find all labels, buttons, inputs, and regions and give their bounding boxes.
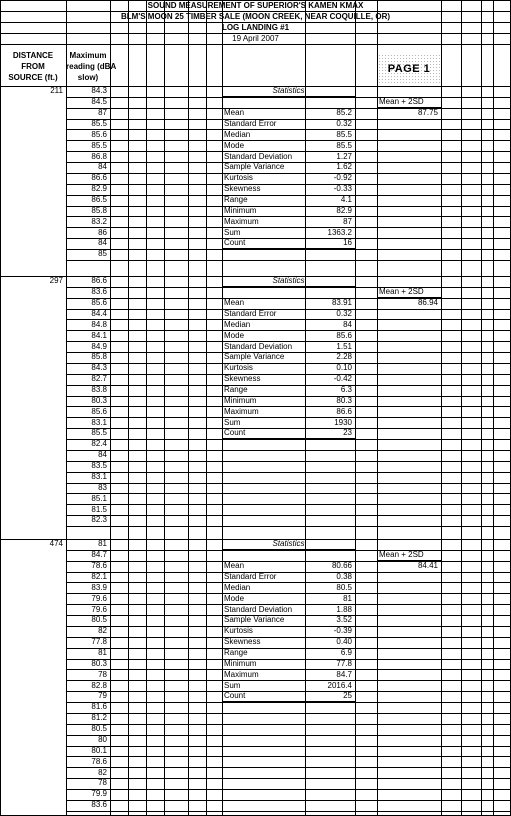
gridline-horizontal <box>110 472 511 473</box>
stat-label: Mean <box>224 298 245 308</box>
mean-2sd-label: Mean + 2SD <box>379 97 424 107</box>
stat-value: 6.9 <box>340 648 352 657</box>
page-label: PAGE 1 <box>378 54 440 84</box>
stat-value: 1.62 <box>336 162 352 172</box>
gridline-horizontal <box>66 260 110 261</box>
reading-value: 79.6 <box>91 604 107 614</box>
stat-value: 0.32 <box>336 118 352 128</box>
stat-label: Median <box>224 582 251 592</box>
reading-value: 83.1 <box>91 417 107 427</box>
gridline-horizontal <box>110 260 511 261</box>
gridline-vertical <box>188 0 189 816</box>
date-line: 19 April 2007 <box>232 34 279 43</box>
gridline-horizontal <box>110 724 511 725</box>
reading-value: 83 <box>98 482 107 492</box>
stat-label: Standard Deviation <box>224 341 293 351</box>
reading-value: 86.5 <box>91 195 107 204</box>
stat-label: Standard Deviation <box>224 151 293 161</box>
reading-value: 85.5 <box>91 118 107 128</box>
gridline-vertical <box>164 0 165 816</box>
stat-label: Sample Variance <box>224 352 285 362</box>
col-header-distance-3: SOURCE (ft.) <box>8 73 58 82</box>
gridline-vertical <box>377 0 378 816</box>
reading-value: 83.8 <box>91 385 107 394</box>
reading-value: 81 <box>98 539 107 549</box>
reading-value: 84.1 <box>91 330 107 340</box>
reading-value: 84.8 <box>91 319 107 329</box>
stat-value: 85.5 <box>336 140 352 150</box>
stat-value: 85.5 <box>336 129 352 139</box>
stat-label: Sum <box>224 680 241 690</box>
reading-value: 84.9 <box>91 341 107 351</box>
reading-value: 78.6 <box>91 561 107 571</box>
reading-value: 83.6 <box>91 287 107 297</box>
reading-value: 78 <box>98 778 107 788</box>
reading-value: 79.6 <box>91 593 107 603</box>
col-header-distance-2: FROM <box>21 62 45 71</box>
mean-2sd-value: 87.75 <box>417 108 438 118</box>
stat-value: 77.8 <box>336 658 352 668</box>
title-line-2: BLM'S MOON 25 TIMBER SALE (MOON CREEK, NEAR COQUILLE, OR) <box>120 12 391 21</box>
stat-label: Maximum <box>224 669 259 679</box>
reading-value: 86.6 <box>91 276 107 286</box>
reading-value: 83.9 <box>91 582 107 592</box>
stat-label: Count <box>224 691 246 701</box>
stat-value: -0.33 <box>333 184 352 194</box>
gridline-horizontal <box>110 515 511 516</box>
stat-value: 16 <box>343 238 352 248</box>
gridline-horizontal <box>0 11 511 12</box>
title-line-1: SOUND MEASUREMENT OF SUPERIOR'S KAMEN KMAX <box>147 1 364 10</box>
stat-label: Mode <box>224 330 245 340</box>
reading-value: 78.6 <box>91 756 107 766</box>
stat-value: 0.32 <box>336 308 352 318</box>
stats-title: Statistics <box>272 86 305 96</box>
stat-label: Standard Deviation <box>224 604 293 614</box>
gridline-horizontal <box>110 504 511 505</box>
stat-value: 1.88 <box>336 604 352 614</box>
stat-value: 1930 <box>334 417 352 427</box>
gridline-horizontal <box>110 789 511 790</box>
stat-value: 1.51 <box>336 341 352 351</box>
stat-value: -0.42 <box>333 374 352 384</box>
col-header-reading-3: slow) <box>77 73 99 82</box>
stat-value: 85.2 <box>336 108 352 118</box>
stat-label: Median <box>224 319 251 329</box>
stat-label: Minimum <box>224 395 257 405</box>
reading-value: 84.3 <box>91 86 107 96</box>
stat-label: Mean <box>224 108 245 118</box>
reading-value: 84.5 <box>91 97 107 107</box>
reading-value: 85.8 <box>91 352 107 362</box>
stat-label: Range <box>224 195 248 204</box>
reading-value: 85 <box>98 249 107 259</box>
col-header-reading-2: reading (dBA <box>66 62 117 71</box>
reading-value: 84.3 <box>91 363 107 373</box>
gridline-vertical <box>128 0 129 816</box>
distance-value: 211 <box>50 86 63 96</box>
reading-value: 81.5 <box>91 504 107 514</box>
stat-value: 1363.2 <box>327 227 352 237</box>
col-header-distance-1: DISTANCE <box>12 51 54 60</box>
stats-title: Statistics <box>272 539 305 549</box>
gridline-vertical <box>481 0 482 816</box>
stat-label: Sum <box>224 227 241 237</box>
stat-label: Count <box>224 238 246 248</box>
reading-value: 86 <box>98 227 107 237</box>
gridline-vertical <box>0 0 1 816</box>
stat-label: Sum <box>224 417 241 427</box>
stat-value: 1.27 <box>336 151 352 161</box>
stat-label: Kurtosis <box>224 363 253 373</box>
stat-label: Standard Error <box>224 571 277 581</box>
stat-label: Maximum <box>224 406 259 416</box>
stat-label: Sample Variance <box>224 162 285 172</box>
stat-label: Range <box>224 648 248 657</box>
gridline-horizontal <box>0 22 511 23</box>
stat-value: 80.5 <box>336 582 352 592</box>
stats-bottom-rule <box>222 438 355 440</box>
reading-value: 82.4 <box>91 439 107 449</box>
stat-label: Minimum <box>224 205 257 215</box>
reading-value: 85.6 <box>91 298 107 308</box>
reading-value: 83.1 <box>91 471 107 481</box>
gridline-vertical <box>355 0 356 816</box>
reading-value: 82.8 <box>91 680 107 690</box>
distance-value: 297 <box>49 276 63 286</box>
gridline-vertical <box>222 0 223 816</box>
gridline-horizontal <box>0 0 511 1</box>
gridline-horizontal <box>110 461 511 462</box>
reading-value: 82 <box>98 626 107 636</box>
stat-value: 82.9 <box>336 205 352 215</box>
reading-value: 85.1 <box>91 493 107 503</box>
reading-value: 84 <box>98 238 107 248</box>
gridline-vertical <box>206 0 207 816</box>
stat-label: Kurtosis <box>224 626 253 636</box>
stat-value: 80.66 <box>331 561 352 571</box>
stat-value: 80.3 <box>336 395 352 405</box>
stats-title: Statistics <box>272 276 305 286</box>
reading-value: 87 <box>98 108 107 118</box>
gridline-horizontal <box>66 526 110 527</box>
stat-value: 84.7 <box>336 669 352 679</box>
stat-label: Count <box>224 428 246 438</box>
stat-value: 86.6 <box>336 406 352 416</box>
stat-label: Range <box>224 385 248 394</box>
stat-value: 23 <box>343 428 352 438</box>
gridline-horizontal <box>66 811 110 812</box>
stat-label: Sample Variance <box>224 615 285 625</box>
stat-value: 0.38 <box>336 571 352 581</box>
stat-label: Standard Error <box>224 118 277 128</box>
stat-value: 6.3 <box>340 385 352 394</box>
reading-value: 85.6 <box>91 129 107 139</box>
gridline-vertical <box>110 0 111 816</box>
stat-label: Kurtosis <box>224 173 253 183</box>
stat-label: Skewness <box>224 374 261 384</box>
stat-value: 2.28 <box>336 352 352 362</box>
gridline-horizontal <box>110 450 511 451</box>
stat-value: 83.91 <box>331 298 352 308</box>
reading-value: 80.3 <box>91 395 107 405</box>
stats-bottom-rule <box>222 248 355 250</box>
reading-value: 79.9 <box>91 789 107 799</box>
reading-value: 80 <box>98 734 107 744</box>
stat-label: Median <box>224 129 251 139</box>
stat-value: 87 <box>343 216 352 226</box>
stat-label: Skewness <box>224 184 261 194</box>
stat-value: -0.92 <box>333 173 352 183</box>
reading-value: 82.1 <box>91 571 107 581</box>
stat-value: 85.6 <box>336 330 352 340</box>
stats-title-rule <box>222 549 355 551</box>
reading-value: 83.5 <box>91 461 107 471</box>
reading-value: 82 <box>98 767 107 777</box>
reading-value: 80.1 <box>91 745 107 755</box>
gridline-horizontal <box>110 811 511 812</box>
reading-value: 80.5 <box>91 615 107 625</box>
reading-value: 80.3 <box>91 658 107 668</box>
reading-value: 85.5 <box>91 428 107 438</box>
stat-label: Mean <box>224 561 245 571</box>
reading-value: 86.6 <box>91 173 107 183</box>
reading-value: 81.6 <box>91 702 107 712</box>
distance-value: 474 <box>49 539 63 549</box>
reading-value: 81.2 <box>91 713 107 723</box>
stats-title-rule <box>222 96 355 98</box>
reading-value: 83.2 <box>91 216 107 226</box>
gridline-horizontal <box>110 800 511 801</box>
reading-value: 77.8 <box>91 637 107 647</box>
stat-label: Skewness <box>224 637 261 647</box>
reading-value: 81 <box>98 648 107 657</box>
reading-value: 84 <box>98 450 107 460</box>
reading-value: 78 <box>98 669 107 679</box>
stats-bottom-rule <box>222 701 355 703</box>
reading-value: 84 <box>98 162 107 172</box>
reading-value: 80.5 <box>91 724 107 734</box>
stat-value: 3.52 <box>336 615 352 625</box>
gridline-horizontal <box>110 493 511 494</box>
stat-value: 0.10 <box>336 363 352 373</box>
col-header-reading-1: Maximum <box>69 51 107 60</box>
gridline-horizontal <box>110 778 511 779</box>
stat-label: Mode <box>224 593 245 603</box>
stat-value: -0.39 <box>333 626 352 636</box>
gridline-horizontal <box>110 756 511 757</box>
reading-value: 79 <box>98 691 107 701</box>
reading-value: 84.4 <box>91 308 107 318</box>
mean-2sd-value: 84.41 <box>417 561 438 571</box>
gridline-horizontal <box>110 713 511 714</box>
reading-value: 85.5 <box>91 140 107 150</box>
stat-label: Minimum <box>224 658 257 668</box>
reading-value: 84.7 <box>91 550 107 560</box>
reading-value: 86.8 <box>91 151 107 161</box>
gridline-horizontal <box>110 735 511 736</box>
reading-value: 82.3 <box>91 515 107 525</box>
gridline-horizontal <box>0 33 511 34</box>
gridline-horizontal <box>110 767 511 768</box>
stat-value: 4.1 <box>340 195 352 204</box>
reading-value: 85.8 <box>91 205 107 215</box>
gridline-vertical <box>461 0 462 816</box>
stat-label: Mode <box>224 140 245 150</box>
gridline-vertical <box>493 0 494 816</box>
gridline-horizontal <box>110 526 511 527</box>
stats-title-rule <box>222 286 355 288</box>
stat-label: Standard Error <box>224 308 277 318</box>
reading-value: 82.7 <box>91 374 107 384</box>
stat-label: Maximum <box>224 216 259 226</box>
mean-2sd-value: 86.94 <box>417 298 438 308</box>
mean-2sd-label: Mean + 2SD <box>379 287 424 297</box>
stat-value: 84 <box>343 319 352 329</box>
gridline-horizontal <box>0 44 511 45</box>
gridline-horizontal <box>110 746 511 747</box>
reading-value: 85.6 <box>91 406 107 416</box>
stat-value: 0.40 <box>336 637 352 647</box>
reading-value: 83.6 <box>91 800 107 810</box>
stat-value: 25 <box>343 691 352 701</box>
title-line-3: LOG LANDING #1 <box>221 23 290 32</box>
gridline-horizontal <box>110 483 511 484</box>
stat-value: 81 <box>343 593 352 603</box>
stat-value: 2016.4 <box>327 680 352 690</box>
reading-value: 82.9 <box>91 184 107 194</box>
gridline-vertical <box>441 0 442 816</box>
mean-2sd-label: Mean + 2SD <box>379 550 424 560</box>
gridline-vertical <box>146 0 147 816</box>
